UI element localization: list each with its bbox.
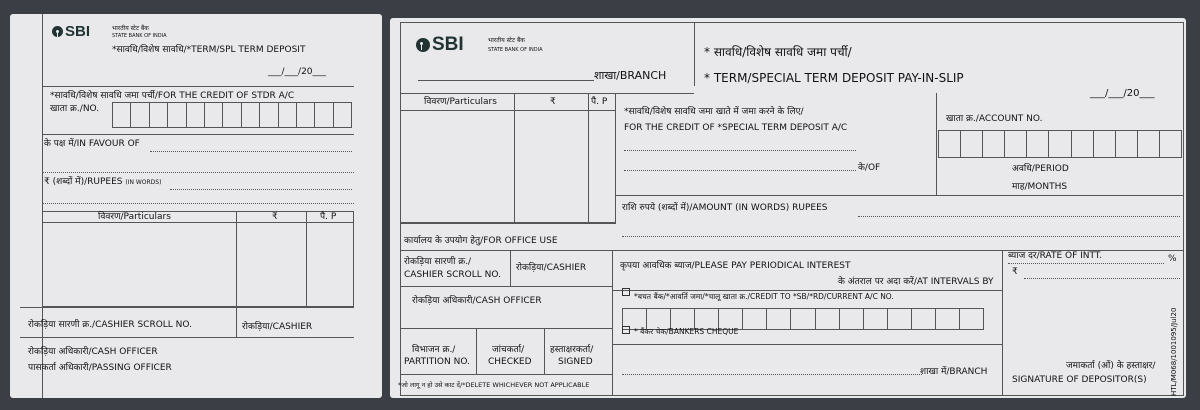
particulars-table xyxy=(42,211,354,307)
sbi-logo-icon xyxy=(416,38,430,52)
particulars-table xyxy=(400,93,616,223)
account-label: खाता क्र./NO. xyxy=(50,104,100,114)
sbi-logo: SBI xyxy=(52,23,90,40)
office-use-label: कार्यालय के उपयोग हेतु/FOR OFFICE USE xyxy=(404,236,558,246)
credit-line-2[interactable] xyxy=(624,170,856,171)
paise-header: पै. P xyxy=(320,212,337,222)
credit-option-label: *बचत बैंक/*आवर्ति जमा/*चालू खाता क्र./CREDIT TO *SB/*RD/CURRENT A/C NO. xyxy=(634,292,894,301)
bank-name-en: STATE BANK OF INDIA xyxy=(488,47,543,53)
periodical-label-1: कृपया आवधिक ब्याज/PLEASE PAY PERIODICAL INTEREST xyxy=(620,261,851,271)
branch-label: शाखा/BRANCH xyxy=(594,69,667,82)
pay-in-slip xyxy=(390,18,1186,398)
counterfoil-date[interactable]: ___/___/20___ xyxy=(268,67,327,77)
rupee-header: ₹ xyxy=(550,97,556,107)
rupee-header: ₹ xyxy=(272,212,278,222)
slip-date[interactable]: ___/___/20___ xyxy=(1090,88,1155,99)
counterfoil xyxy=(10,14,382,398)
amount-words-label: राशि रुपये (शब्दों में)/AMOUNT (IN WORDS) RUPEES xyxy=(622,203,828,213)
cashier-label: रोकड़िया/CASHIER xyxy=(516,263,587,273)
cash-officer-label: रोकड़िया अधिकारी/CASH OFFICER xyxy=(412,296,542,306)
rupees-label: ₹ (शब्दों में)/RUPEES (IN WORDS) xyxy=(44,177,162,187)
footnote: *जो लागू न हो उसे काट दें/*DELETE WHICHEVER NOT APPLICABLE xyxy=(398,381,590,389)
cashier-label: रोकड़िया/CASHIER xyxy=(242,322,313,332)
credit-label: *सावधि/विशेष सावधि जमा पर्ची/FOR THE CREDIT OF STDR A/C xyxy=(50,91,295,101)
bank-name-hi: भारतीय स्टेट बैंक xyxy=(112,25,149,32)
particulars-header: विवरण/Particulars xyxy=(424,97,497,107)
branch-line[interactable] xyxy=(418,80,594,81)
branch-bottom-line[interactable] xyxy=(622,374,922,375)
depositor-label-en: SIGNATURE OF DEPOSITOR(S) xyxy=(1012,375,1147,385)
credit-option-checkbox[interactable] xyxy=(622,288,630,296)
account-no-label: खाता क्र./ACCOUNT NO. xyxy=(946,114,1043,124)
sbi-logo-icon xyxy=(52,26,63,37)
amount-words-line-1[interactable] xyxy=(858,216,1180,217)
amount-words-line-2[interactable] xyxy=(622,236,1180,237)
particulars-header: विवरण/Particulars xyxy=(98,212,171,222)
depositor-label-hi: जमाकर्ता (ओं) के हस्ताक्षर/ xyxy=(1066,361,1156,371)
interest-amount-line[interactable] xyxy=(1024,278,1180,279)
rate-label: ब्याज दर/RATE OF INTT. xyxy=(1008,251,1103,261)
checked-label-1: जांचकर्ता/ xyxy=(492,345,525,355)
partition-label-1: विभाजन क्र./ xyxy=(412,345,456,355)
scroll-no-label-1: रोकड़िया सारणी क्र./ xyxy=(404,257,472,267)
counterfoil-title: *सावधि/विशेष सावधि/*TERM/SPL TERM DEPOSIT xyxy=(112,45,306,55)
slip-title-hi: * सावधि/विशेष सावधि जमा पर्ची/ xyxy=(704,45,852,59)
favour-label: के पक्ष में/IN FAVOUR OF xyxy=(44,139,140,149)
rate-line[interactable] xyxy=(1008,263,1164,264)
passing-officer-label: पासकर्ता अधिकारी/PASSING OFFICER xyxy=(28,363,172,373)
partition-label-2: PARTITION NO. xyxy=(404,357,470,367)
credit-label-en: FOR THE CREDIT OF *SPECIAL TERM DEPOSIT A/C xyxy=(624,123,848,133)
account-number-boxes[interactable] xyxy=(938,130,1182,158)
signed-label-2: SIGNED xyxy=(558,357,593,367)
rupees-line[interactable] xyxy=(170,189,352,190)
bankers-cheque-checkbox[interactable] xyxy=(622,326,630,334)
sbi-logo: SBI xyxy=(416,34,464,56)
cashier-scroll-no: रोकड़िया सारणी क्र./CASHIER SCROLL NO. xyxy=(28,320,192,330)
bank-name-hi: भारतीय स्टेट बैंक xyxy=(488,37,525,44)
scroll-no-label-2: CASHIER SCROLL NO. xyxy=(404,270,501,280)
credit-label-hi: *सावधि/विशेष सावधि जमा खाते में जमा करने के लिए/ xyxy=(624,107,804,117)
favour-line[interactable] xyxy=(150,151,352,152)
signed-label-1: हस्ताक्षरकर्ता/ xyxy=(550,345,594,355)
paise-header: पै. P xyxy=(591,97,608,107)
percent-symbol: % xyxy=(1168,254,1177,264)
slip-title-en: * TERM/SPECIAL TERM DEPOSIT PAY-IN-SLIP xyxy=(704,71,964,85)
bank-name-en: STATE BANK OF INDIA xyxy=(112,33,167,39)
checked-label-2: CHECKED xyxy=(488,357,532,367)
period-label: अवधि/PERIOD xyxy=(1012,164,1069,174)
branch-bottom-label: शाखा में/BRANCH xyxy=(920,367,988,377)
periodical-label-2: के अंतराल पर अदा करें/AT INTERVALS BY xyxy=(838,277,994,287)
of-label: के/OF xyxy=(858,163,881,173)
rupee-amount-symbol: ₹ xyxy=(1012,267,1018,277)
account-number-boxes[interactable] xyxy=(112,102,352,128)
months-label: माह/MONTHS xyxy=(1012,182,1068,192)
side-code: HTL/M068/1001095/Jul20 xyxy=(1170,307,1178,396)
credit-line-1[interactable] xyxy=(624,150,856,151)
cash-officer-label: रोकड़िया अधिकारी/CASH OFFICER xyxy=(28,347,158,357)
bankers-cheque-label: * बैंकर चेक/BANKERS CHEQUE xyxy=(634,327,739,336)
